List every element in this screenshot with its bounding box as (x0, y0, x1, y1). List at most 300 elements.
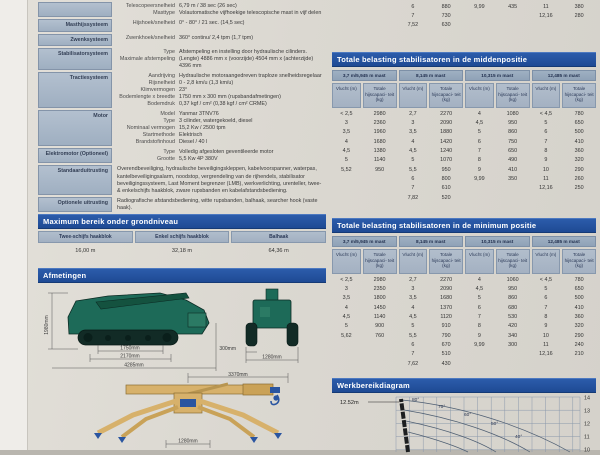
table-cell (496, 351, 530, 360)
mast-line (401, 399, 408, 452)
spec-item-label: Model (160, 111, 175, 118)
spec-rows (117, 72, 326, 108)
mast-length-header: 10,315 m mast (465, 70, 530, 81)
bereik-value: 16,00 m (75, 248, 96, 254)
table-cell: 9 (544, 157, 548, 164)
spec-item-value: Overendbeveiliging, hydraulische beveiligingskleppen, kabelvoorspanner, waterpas, kantelbeveiligingsalarm, noodstop, vergrendeling van de rijhendels, stabilisator beveiligingssysteem, Last Moment begrenzer (LMB), werkverlichting, urenteller, twee- & enkelschijfs haakblok, zware rupsbanden en kabelafstandsbediening. (117, 166, 322, 194)
section-header-werkbereik: Werkbereikdiagram (332, 378, 596, 393)
ytick-label: 12 (584, 421, 590, 428)
spec-item-value: Diesel / 40 l (179, 139, 208, 146)
table-cell: 360 (574, 147, 584, 154)
spec-item-value: Afstempeling en instelling door hydraulische cilinders. (179, 49, 307, 56)
spec-item-label: Startmethode (142, 132, 175, 139)
mast-length-header: 8,145 m mast (399, 236, 464, 247)
table-cell: 1080 (506, 110, 519, 117)
table-cell: 5 (544, 286, 548, 292)
table-cell: 530 (508, 313, 518, 320)
table-cell: 6 (477, 138, 481, 145)
table-cell (496, 22, 530, 31)
spec-item-value: 1750 mm x 300 mm (rupsbandafmetingen) (179, 94, 281, 101)
table-cell: 1450 (373, 304, 386, 311)
table-cell: 3 (411, 286, 415, 292)
table-cell (332, 194, 361, 203)
table-body (332, 110, 596, 203)
table-cell (532, 194, 561, 203)
table-cell: 6 (411, 341, 415, 348)
spec-item-value: 15,2 Kw / 2500 tpm (179, 125, 226, 132)
table-cell (363, 175, 397, 184)
table-cell: 4,5 (475, 120, 484, 126)
table-cell: 420 (508, 323, 518, 330)
table-cell: 435 (508, 3, 518, 10)
working-range-chart (332, 394, 596, 452)
table-cell: 360 (574, 313, 584, 320)
table-cell (363, 360, 397, 369)
table-cell (363, 341, 397, 350)
table-cell: 410 (574, 138, 584, 145)
table-cell: 730 (441, 13, 451, 19)
table-cell: 1880 (440, 129, 453, 136)
table-cell: 950 (441, 166, 451, 173)
spec-item-label: Brandstofinhoud (135, 139, 175, 146)
table-cell: 900 (375, 323, 385, 330)
spec-row (117, 80, 326, 87)
spec-category-label: Standaarduitrusting (38, 165, 112, 194)
table-cell (332, 185, 361, 194)
table-cell: 5 (344, 157, 348, 164)
spec-rows (117, 148, 326, 163)
spec-row (117, 156, 326, 163)
angle-label: 40° (515, 435, 523, 440)
table-cell: 2360 (373, 120, 386, 126)
table-row (332, 110, 596, 119)
table-cell (465, 12, 494, 21)
table-cell: 3,5 (409, 129, 417, 136)
ytick-label: 14 (584, 395, 590, 402)
mast-height-label: 12.52m (340, 400, 359, 406)
table-cell: 4 (411, 138, 415, 145)
table-cell: 9,99 (474, 3, 485, 10)
spec-category-label: Tractiesysteem (38, 72, 112, 108)
load-table-maximum-tail (332, 3, 596, 31)
spec-row (117, 35, 326, 42)
spec-item-label: Aandrijving (148, 73, 175, 80)
table-cell (332, 360, 361, 369)
table-cell (496, 360, 530, 369)
table-cell: 950 (508, 120, 518, 126)
table-cell: 7 (477, 313, 481, 320)
table-cell: 510 (441, 351, 451, 358)
spec-item-value: 3 cilinder, watergekoeld, diesel (179, 118, 253, 125)
table-cell: 260 (574, 175, 584, 182)
spec-item-label: Grootte (157, 156, 175, 163)
table-group-headers (332, 236, 596, 247)
spec-item-value: 0,37 kgf / cm² (0,38 kgf / cm² CRME) (179, 101, 267, 108)
table-cell: 650 (508, 147, 518, 154)
spec-item-label: Masttype (153, 10, 175, 17)
table-cell: 500 (574, 295, 584, 302)
dim-height-label: 1980mm (44, 315, 50, 335)
table-cell: 860 (508, 295, 518, 302)
table-cell: 950 (508, 286, 518, 292)
table-cell: 2090 (440, 120, 453, 126)
spec-row (117, 10, 326, 17)
table-cell (496, 194, 530, 203)
spec-section (38, 165, 326, 194)
spec-table (38, 2, 326, 214)
table-cell (332, 12, 361, 21)
table-cell (562, 194, 596, 203)
bereik-col-header: Balhaak (231, 231, 326, 243)
spec-category-label: Optionele uitrusting (38, 197, 112, 212)
table-cell (332, 351, 361, 360)
table-cell: 320 (574, 323, 584, 330)
table-cell: 350 (508, 175, 518, 182)
table-cell: 7 (544, 138, 548, 145)
table-row (332, 12, 596, 21)
dim-boom-label: 3370mm (228, 371, 248, 378)
outrigger-svg (38, 371, 326, 450)
table-cell: 12,16 (539, 13, 553, 19)
angle-label: 50° (491, 422, 499, 427)
spec-section (38, 34, 326, 47)
table-row (332, 276, 596, 285)
table-cell: 1420 (440, 138, 453, 145)
mast-length-header: 12,485 m mast (532, 236, 597, 247)
angle-label: 70° (438, 405, 446, 410)
load-table-minimum (332, 236, 596, 369)
table-cell: 790 (441, 332, 451, 339)
load-table-midden-panel (332, 52, 596, 203)
bereik-headers (38, 231, 326, 243)
table-cell: 950 (375, 166, 385, 173)
table-cell: 4 (477, 110, 481, 117)
radius-column-header: Vlucht (m) (399, 83, 428, 108)
table-cell: 1060 (506, 276, 519, 283)
spec-item-value: (Lengte) 4886 mm x (voorzijde) 4504 mm x (achterzijde) 4396 mm (179, 56, 314, 70)
spec-row (117, 149, 326, 156)
spec-row (117, 132, 326, 139)
table-cell: 650 (574, 286, 584, 292)
mast-length-header: 12,485 m mast (532, 70, 597, 81)
table-cell: 3 (344, 286, 348, 292)
crane-outrigger-view (94, 384, 282, 443)
table-cell: 4,5 (342, 313, 351, 320)
table-cell: 1680 (373, 138, 386, 145)
table-row (332, 285, 596, 294)
table-row (332, 323, 596, 332)
table-cell: 7 (411, 185, 415, 192)
table-cell (562, 360, 596, 369)
table-cell: 250 (574, 185, 584, 192)
table-cell: 7,52 (407, 22, 419, 29)
table-cell: 4 (477, 276, 481, 283)
spec-section (38, 19, 326, 32)
scan-margin (0, 0, 28, 450)
spec-category-label: Zwenksysteem (38, 34, 112, 47)
table-cell: 5 (344, 323, 348, 330)
table-cell: 1370 (440, 304, 453, 311)
table-cell: 10 (542, 166, 549, 173)
table-cell (332, 175, 361, 184)
table-cell: 4,5 (409, 147, 417, 154)
spec-item-label: Bodemdruk (147, 101, 175, 108)
y-axis-labels (584, 396, 590, 454)
table-cell: 290 (574, 166, 584, 173)
table-row (332, 147, 596, 156)
table-row (332, 3, 596, 12)
table-cell (465, 351, 494, 360)
table-cell: 500 (574, 129, 584, 136)
section-header-middenpositie: Totale belasting stabilisatoren in de middenpositie (332, 52, 596, 67)
table-cell (465, 22, 494, 31)
spec-item-value: 360° continu/ 2,4 tpm (1,7 tpm) (179, 34, 254, 41)
table-cell: 430 (441, 360, 451, 367)
table-cell: 800 (441, 175, 451, 182)
table-cell (532, 22, 561, 31)
table-cell: 4 (344, 138, 348, 145)
table-cell: 9 (544, 323, 548, 330)
table-cell: 3,5 (342, 295, 351, 302)
table-cell (363, 3, 397, 12)
dim-track-label: 1750mm (120, 345, 140, 352)
table-cell: 11 (543, 3, 549, 10)
angle-label: 80° (412, 398, 420, 403)
boom-angle-curves (402, 400, 570, 452)
capacity-column-header: Totale hijscapaci- teit (kg) (496, 249, 530, 274)
table-cell (465, 360, 494, 369)
table-cell: 1960 (373, 129, 386, 136)
spec-item-label: Bodemlengte x breedte (119, 94, 175, 101)
dim-trackwidth-label: 300mm (219, 346, 236, 352)
mast-length-header: 10,315 m mast (465, 236, 530, 247)
capacity-column-header: Totale hijscapaci- teit (kg) (562, 249, 596, 274)
section-header-minimumpositie: Totale belasting stabilisatoren in de minimum positie (332, 218, 596, 233)
table-cell: 760 (375, 332, 385, 339)
spec-item-value: Elektrisch (179, 132, 203, 139)
table-cell: 6 (477, 304, 481, 311)
spec-row (117, 139, 326, 146)
table-cell: 910 (441, 323, 451, 330)
table-cell: 2,7 (409, 276, 417, 283)
table-cell (532, 360, 561, 369)
table-cell: 630 (441, 22, 451, 29)
capacity-column-header: Totale hijscapaci- teit (kg) (562, 83, 596, 108)
table-group-headers (332, 70, 596, 81)
table-cell: 380 (574, 3, 584, 10)
spec-section (38, 72, 326, 108)
table-cell: 5 (477, 129, 481, 136)
table-cell: 5 (477, 295, 481, 302)
bereik-col-header: Enkel schijfs haakblok (135, 231, 230, 243)
table-cell: 9,99 (474, 175, 485, 182)
table-cell: 1120 (440, 313, 452, 320)
capacity-column-header: Totale hijscapaci- teit (kg) (363, 249, 397, 274)
table-cell: 7,62 (407, 360, 419, 367)
table-cell: 1680 (440, 295, 453, 302)
table-cell (363, 185, 397, 194)
spec-section (38, 48, 326, 70)
spec-item-value: 6,79 m / 38 sec (26 sec) (179, 3, 237, 9)
table-row (332, 138, 596, 147)
spec-category-label: Elektromotor (Optioneel) (38, 148, 112, 163)
working-range-panel (332, 378, 596, 452)
table-cell: 6 (544, 129, 548, 136)
spec-item-label: Rijsnelheid (148, 80, 175, 87)
ytick-label: 10 (584, 447, 590, 454)
dim-base-label: 1280mm (178, 438, 198, 445)
spec-item-value: Volledig afgesloten geventileerde motor (179, 149, 274, 156)
spec-row (117, 49, 326, 56)
spec-item-label: Type (163, 149, 175, 156)
dim-length-label: 4285mm (124, 362, 144, 369)
table-cell: 9 (477, 332, 481, 339)
spec-item-value: 23° (179, 87, 188, 94)
table-cell: 4 (344, 304, 348, 311)
spec-row (117, 94, 326, 101)
table-cell (363, 12, 397, 21)
spec-row (117, 166, 326, 194)
spec-category-label: Stabilisatorsysteem (38, 48, 112, 70)
table-cell: 9,99 (474, 341, 485, 348)
table-cell: 1140 (373, 313, 386, 320)
dimensions-panel (38, 268, 326, 373)
bereik-value: 32,18 m (171, 248, 193, 254)
table-cell: 10 (542, 332, 549, 339)
table-cell (562, 22, 596, 31)
table-cell: 290 (574, 332, 584, 339)
table-cell: 780 (574, 110, 584, 117)
spec-rows (117, 48, 326, 70)
capacity-column-header: Totale hijscapaci- teit (kg) (429, 83, 463, 108)
spec-item-label: Telescopeersnelheid (125, 3, 175, 9)
table-cell: 5,52 (341, 166, 352, 173)
table-row (332, 360, 596, 369)
spec-rows (117, 197, 326, 212)
table-sub-headers (332, 249, 596, 274)
table-cell (332, 3, 361, 12)
table-cell: 1140 (373, 157, 386, 164)
load-table-midden (332, 70, 596, 203)
table-cell: 3 (344, 120, 348, 126)
spec-row (117, 56, 326, 70)
table-cell: 1070 (440, 157, 453, 164)
table-row (332, 341, 596, 350)
table-cell: 2090 (440, 286, 453, 292)
radius-column-header: Vlucht (m) (532, 249, 561, 274)
table-cell: 300 (508, 341, 518, 348)
table-cell (332, 341, 361, 350)
table-body (332, 276, 596, 369)
spec-row (117, 20, 326, 27)
dim-width-label: 1280mm (262, 354, 282, 361)
bereik-col-header: Twee-schijfs haakblok (38, 231, 133, 243)
table-row (332, 304, 596, 313)
spec-item-label: Hijshoek/snelheid (132, 20, 175, 27)
dim-tumbler-label: 2170mm (120, 353, 140, 360)
capacity-column-header: Totale hijscapaci- teit (kg) (496, 83, 530, 108)
table-row (332, 194, 596, 203)
table-cell: 670 (441, 341, 451, 348)
spec-section (38, 197, 326, 212)
section-header-bereik: Maximum bereik onder grondniveau (38, 214, 326, 229)
table-cell: 4,5 (409, 313, 417, 320)
spec-rows (117, 110, 326, 146)
spec-item-value: 5,5 Kw 4P 380V (179, 156, 218, 163)
table-cell: 6 (411, 175, 415, 182)
table-cell: 1380 (373, 147, 386, 154)
spec-item-label: Zwenkhoek/snelheid (125, 34, 175, 41)
spec-category-label: Masthijssysteem (38, 19, 112, 32)
spec-rows (117, 19, 326, 32)
table-row (332, 129, 596, 138)
table-cell: 490 (508, 157, 518, 164)
table-cell: 2270 (440, 110, 453, 117)
table-cell: 3,5 (409, 295, 417, 302)
table-cell: 8 (477, 323, 481, 330)
spec-section (38, 148, 326, 163)
spec-item-label: Klimvermogen (140, 87, 175, 94)
spec-row (117, 111, 326, 118)
ytick-label: 11 (584, 434, 590, 441)
table-row (332, 175, 596, 184)
capacity-column-header: Totale hijscapaci- teit (kg) (363, 83, 397, 108)
table-cell: 4,5 (342, 147, 351, 154)
table-cell (465, 185, 494, 194)
table-cell: 3 (411, 120, 415, 126)
capacity-column-header: Totale hijscapaci- teit (kg) (429, 249, 463, 274)
mast-length-header: 8,145 m mast (399, 70, 464, 81)
spec-item-label: Type (163, 118, 175, 125)
table-cell: < 2,5 (340, 110, 353, 117)
spec-item-value: 0 - 2,8 km/u (1,3 km/u) (179, 80, 234, 87)
table-cell: 5,5 (409, 332, 417, 339)
table-cell: 7 (411, 13, 415, 19)
table-cell: 7 (477, 147, 481, 154)
table-row (332, 351, 596, 360)
table-cell (363, 351, 397, 360)
table-cell: 680 (508, 304, 518, 311)
table-cell: 6 (544, 295, 548, 302)
table-row (332, 295, 596, 304)
table-cell (496, 12, 530, 21)
spec-row (117, 198, 326, 212)
table-row (332, 119, 596, 128)
table-sub-headers (332, 83, 596, 108)
left-column (38, 0, 326, 450)
table-row (332, 166, 596, 175)
table-cell: 8 (477, 157, 481, 164)
table-cell: 410 (508, 166, 518, 173)
table-cell (465, 194, 494, 203)
table-cell: 6 (411, 3, 415, 10)
table-cell (332, 22, 361, 31)
mast-length-header: 3,7 m/5,945 m mast (332, 70, 397, 81)
table-cell: 8 (544, 147, 548, 154)
chart-grid (396, 397, 580, 452)
table-row (332, 157, 596, 166)
spec-row (117, 118, 326, 125)
bereik-value: 64,36 m (268, 248, 289, 254)
spec-item-label: Type (163, 49, 175, 56)
radius-column-header: Vlucht (m) (465, 83, 494, 108)
table-cell: 1240 (440, 147, 453, 154)
table-cell: 340 (508, 332, 518, 339)
mast-length-header: 3,7 m/5,945 m mast (332, 236, 397, 247)
spec-rows (117, 165, 326, 194)
table-cell: 12,16 (539, 185, 553, 192)
table-row (332, 313, 596, 322)
